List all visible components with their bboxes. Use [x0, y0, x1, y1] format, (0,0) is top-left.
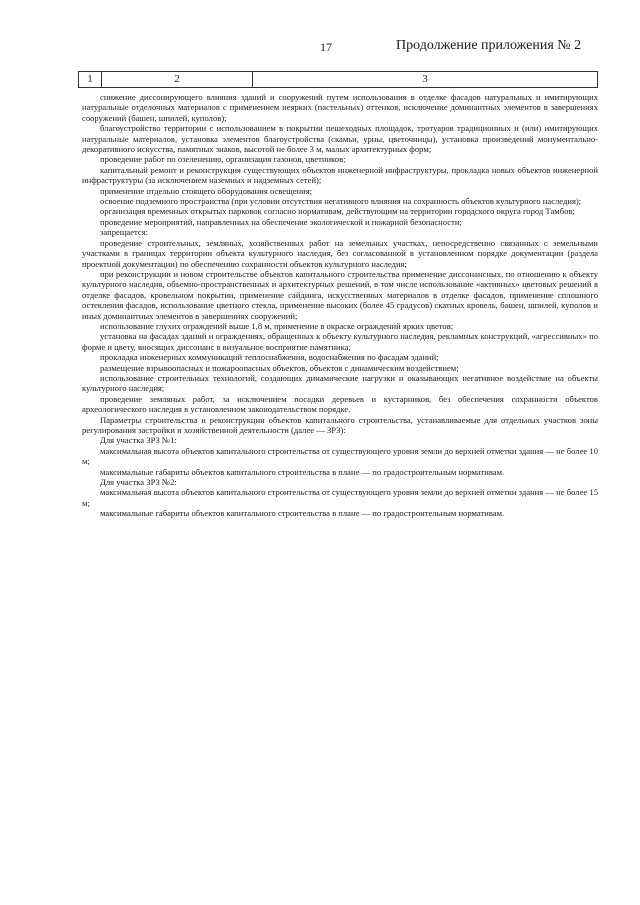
- column-number-1: 1: [79, 72, 102, 88]
- paragraph: снижение диссонирующего влияния зданий и сооружений путем использования в отделке фасадов натуральных и имитирующих натуральные отделочных материалов с применением неярких (пастельных) оттенков, исключение доминантных элементов в завершениях сооружений (башен, шпилей, куполов);: [82, 92, 598, 123]
- paragraph: организация временных открытых парковок согласно нормативам, действующим на территории городского округа город Тамбов;: [100, 206, 575, 217]
- paragraph: благоустройство территории с использованием в покрытии пешеходных площадок, тротуаров традиционных и (или) имитирующих натуральные материалов, установка элементов благоустройства (скамьи, урны, цветочницы), установка произведений монументально-декоративного искусства, памятных знаков, высотой не более 3 м, малых архитектурных форм;: [82, 123, 598, 155]
- paragraph: Для участка ЗРЗ №2:: [100, 477, 177, 488]
- paragraph: проведение строительных, земляных, хозяйственных работ на земельных участках, непосредственно связанных с земельными участками в границах территории объекта культурного наследия, без согласованной в установленном порядке документации (раздела проектной документации) по обеспечению сохранности объектов культурного наследия;: [82, 237, 598, 269]
- document-body: [82, 92, 598, 519]
- paragraph: прокладка инженерных коммуникаций теплоснабжения, водоснабжения по фасадам зданий;: [100, 352, 439, 363]
- paragraph: максимальные габариты объектов капитального строительства в плане — по градостроительным нормативам.: [100, 508, 505, 519]
- paragraph: использование глухих ограждений выше 1,8 м, применение в окраске ограждений ярких цветов;: [100, 320, 454, 331]
- appendix-title: Продолжение приложения № 2: [396, 38, 582, 53]
- paragraph: максимальная высота объектов капитального строительства от существующего уровня земли до верхней отметки здания — не более 10 м;: [82, 445, 598, 467]
- paragraph: проведение мероприятий, направленных на обеспечение экологической и пожарной безопасности;: [100, 216, 462, 227]
- paragraph: при реконструкции и новом строительстве объектов капитального строительства применение диссонансных, по отношению к объекту культурного наследия, объемно-пространственных и архитектурных решений, в том числе использование «активных» цветовых решений в отделке фасадов, кровельном покрытии, применение сайдинга, искусственных материалов в отделке фасадов, применение сплошного остекления фасадов, использование цветного стекла, применение высоких (более 45 градусов) скатных кровель, башен, шпилей, куполов и иных доминантных элементов в завершениях сооружений;: [82, 268, 598, 321]
- paragraph: установка на фасадах зданий и ограждениях, обращенных к объекту культурного наследия, рекламных конструкций, «агрессивных» по форме и цвету, вносящих диссонанс в визуальное восприятие памятника;: [82, 331, 598, 352]
- paragraph: освоение подземного пространства (при условии отсутствия негативного влияния на сохранность объектов культурного наследия);: [100, 196, 582, 207]
- page-number: 17: [320, 40, 332, 54]
- paragraph: максимальная высота объектов капитального строительства от существующего уровня земли до верхней отметки здания — не более 15 м;: [82, 487, 598, 508]
- paragraph: Для участка ЗРЗ №1:: [100, 435, 177, 446]
- paragraph: проведение работ по озеленению, организация газонов, цветников;: [100, 154, 346, 165]
- paragraph: использование строительных технологий, создающих динамические нагрузки и оказывающих негативное воздействие на объекты культурного наследия;: [82, 372, 598, 394]
- column-number-3: 3: [253, 72, 598, 88]
- column-number-row: [78, 71, 598, 88]
- paragraph: капитальный ремонт и реконструкция существующих объектов инженерной инфраструктуры, прокладка новых объектов инженерной инфраструктуры (за исключением наземных и надземных сетей);: [82, 164, 598, 186]
- paragraph: размещение взрывоопасных и пожароопасных объектов, объектов с динамическим воздействием;: [100, 362, 459, 373]
- paragraph: запрещается:: [100, 227, 149, 238]
- column-number-2: 2: [102, 72, 253, 88]
- paragraph: применение отдельно стоящего оборудования освещения;: [100, 185, 313, 196]
- paragraph: проведение земляных работ, за исключением посадки деревьев и кустарников, без обеспечения сохранности объектов археологического наследия в установленном законодательством порядке.: [82, 393, 598, 415]
- paragraph: Параметры строительства и реконструкции объектов капитального строительства, устанавливаемые для отдельных участков зоны регулирования застройки и хозяйственной деятельности (далее — ЗРЗ):: [82, 414, 598, 435]
- paragraph: максимальные габариты объектов капитального строительства в плане — по градостроительным нормативам.: [100, 466, 505, 477]
